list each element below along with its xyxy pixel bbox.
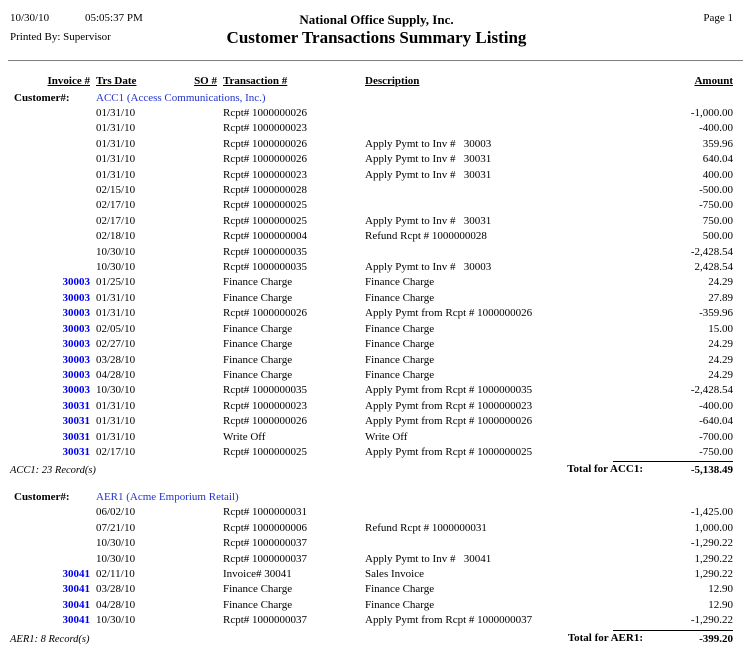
transaction-cell: Rcpt# 1000000023 bbox=[223, 168, 308, 181]
customer-label: Customer#: bbox=[14, 92, 70, 104]
transaction-cell: Rcpt# 1000000026 bbox=[223, 137, 308, 150]
column-header-row bbox=[0, 74, 753, 90]
date-cell: 02/15/10 bbox=[96, 184, 136, 197]
date-cell: 01/31/10 bbox=[96, 430, 136, 443]
table-row bbox=[0, 291, 753, 306]
date-cell: 10/30/10 bbox=[96, 552, 136, 565]
description-cell bbox=[365, 198, 613, 213]
amount-cell: 12.90 bbox=[708, 598, 733, 611]
date-cell: 01/31/10 bbox=[96, 122, 136, 135]
date-cell: 10/30/10 bbox=[96, 614, 136, 627]
invoice-cell[interactable]: 30031 bbox=[62, 415, 90, 428]
description-cell: Apply Pymt to Inv # 30003 bbox=[365, 261, 492, 274]
customer-row bbox=[0, 489, 753, 505]
date-cell: 10/30/10 bbox=[96, 245, 136, 258]
table-row bbox=[0, 245, 753, 260]
table-row bbox=[0, 505, 753, 520]
table-row bbox=[0, 383, 753, 398]
date-cell: 02/18/10 bbox=[96, 230, 136, 243]
table-row bbox=[0, 353, 753, 368]
amount-cell: -2,428.54 bbox=[690, 245, 733, 258]
table-row bbox=[0, 260, 753, 275]
date-cell: 10/30/10 bbox=[96, 384, 136, 397]
so-cell bbox=[148, 337, 223, 352]
report-body bbox=[0, 90, 753, 647]
date-cell: 02/17/10 bbox=[96, 199, 136, 212]
table-row bbox=[0, 214, 753, 229]
amount-cell: 12.90 bbox=[708, 583, 733, 596]
invoice-cell bbox=[0, 198, 96, 213]
so-cell bbox=[148, 168, 223, 183]
header-rule bbox=[8, 60, 743, 61]
amount-cell: 2,428.54 bbox=[694, 261, 733, 274]
date-cell: 10/30/10 bbox=[96, 537, 136, 550]
date-cell: 03/28/10 bbox=[96, 353, 136, 366]
invoice-cell[interactable]: 30003 bbox=[62, 353, 90, 366]
table-row bbox=[0, 198, 753, 213]
table-row bbox=[0, 152, 753, 167]
total-amount: -5,138.49 bbox=[613, 461, 733, 478]
table-row bbox=[0, 582, 753, 597]
transaction-cell: Rcpt# 1000000004 bbox=[223, 230, 308, 243]
amount-cell: 1,000.00 bbox=[694, 521, 733, 534]
description-cell: Apply Pymt to Inv # 30031 bbox=[365, 214, 492, 227]
description-cell: Finance Charge bbox=[365, 291, 435, 304]
transaction-cell: Rcpt# 1000000035 bbox=[223, 245, 308, 258]
amount-cell: 400.00 bbox=[702, 168, 733, 181]
header-line-1 bbox=[0, 0, 753, 28]
date-cell: 01/25/10 bbox=[96, 276, 136, 289]
amount-cell: 1,290.22 bbox=[694, 552, 733, 565]
record-count: ACC1: 23 Record(s) bbox=[10, 465, 96, 477]
date-cell: 02/11/10 bbox=[96, 567, 135, 580]
invoice-cell bbox=[0, 121, 96, 136]
amount-cell: -700.00 bbox=[699, 430, 733, 443]
customer-name-link[interactable]: ACC1 (Access Communications, Inc.) bbox=[96, 92, 266, 104]
table-row bbox=[0, 322, 753, 337]
transaction-cell: Rcpt# 1000000006 bbox=[223, 521, 308, 534]
description-cell: Apply Pymt to Inv # 30003 bbox=[365, 137, 492, 150]
amount-cell: -750.00 bbox=[699, 199, 733, 212]
description-cell bbox=[365, 536, 613, 551]
date-cell: 01/31/10 bbox=[96, 399, 136, 412]
column-header-description: Description bbox=[365, 75, 420, 87]
invoice-cell[interactable]: 30041 bbox=[62, 614, 90, 627]
transaction-cell: Rcpt# 1000000025 bbox=[223, 199, 308, 212]
description-cell bbox=[365, 505, 613, 520]
table-row bbox=[0, 121, 753, 136]
description-cell: Finance Charge bbox=[365, 322, 435, 335]
description-cell: Finance Charge bbox=[365, 338, 435, 351]
transaction-cell: Finance Charge bbox=[223, 322, 293, 335]
amount-cell: -400.00 bbox=[699, 399, 733, 412]
so-cell bbox=[148, 430, 223, 445]
customer-row bbox=[0, 90, 753, 106]
table-row bbox=[0, 567, 753, 582]
table-row bbox=[0, 430, 753, 445]
amount-cell: 24.29 bbox=[708, 353, 733, 366]
description-cell: Apply Pymt from Rcpt # 1000000037 bbox=[365, 614, 533, 627]
amount-cell: -359.96 bbox=[699, 307, 733, 320]
so-cell bbox=[148, 183, 223, 198]
amount-cell: -640.04 bbox=[699, 415, 733, 428]
transaction-cell: Rcpt# 1000000035 bbox=[223, 261, 308, 274]
amount-cell: -2,428.54 bbox=[690, 384, 733, 397]
amount-cell: 359.96 bbox=[702, 137, 733, 150]
so-cell bbox=[148, 152, 223, 167]
so-cell bbox=[148, 505, 223, 520]
company-name: National Office Supply, Inc. bbox=[299, 12, 454, 27]
date-cell: 04/28/10 bbox=[96, 598, 136, 611]
invoice-cell bbox=[0, 168, 96, 183]
amount-cell: -500.00 bbox=[699, 184, 733, 197]
invoice-cell[interactable]: 30003 bbox=[62, 384, 90, 397]
table-row bbox=[0, 275, 753, 290]
description-cell bbox=[365, 106, 613, 121]
description-cell: Apply Pymt from Rcpt # 1000000023 bbox=[365, 399, 533, 412]
so-cell bbox=[148, 414, 223, 429]
amount-cell: 24.29 bbox=[708, 338, 733, 351]
amount-cell: 500.00 bbox=[702, 230, 733, 243]
invoice-cell bbox=[0, 183, 96, 198]
transaction-cell: Finance Charge bbox=[223, 276, 293, 289]
transaction-cell: Finance Charge bbox=[223, 291, 293, 304]
table-row bbox=[0, 613, 753, 628]
transaction-cell: Finance Charge bbox=[223, 583, 293, 596]
so-cell bbox=[148, 598, 223, 613]
table-row bbox=[0, 536, 753, 551]
transaction-cell: Invoice# 30041 bbox=[223, 567, 292, 580]
transaction-cell: Rcpt# 1000000026 bbox=[223, 415, 308, 428]
invoice-cell bbox=[0, 245, 96, 260]
invoice-cell bbox=[0, 260, 96, 275]
date-cell: 02/17/10 bbox=[96, 445, 136, 458]
transaction-cell: Rcpt# 1000000035 bbox=[223, 384, 308, 397]
description-cell bbox=[365, 245, 613, 260]
section-rows bbox=[0, 106, 753, 460]
amount-cell: 15.00 bbox=[708, 322, 733, 335]
transaction-cell: Rcpt# 1000000026 bbox=[223, 107, 308, 119]
description-cell: Apply Pymt from Rcpt # 1000000025 bbox=[365, 445, 533, 458]
transaction-cell: Finance Charge bbox=[223, 598, 293, 611]
amount-cell: -400.00 bbox=[699, 122, 733, 135]
customer-name-link[interactable]: AER1 (Acme Emporium Retail) bbox=[96, 491, 239, 504]
invoice-cell bbox=[0, 152, 96, 167]
transaction-cell: Rcpt# 1000000026 bbox=[223, 307, 308, 320]
so-cell bbox=[148, 229, 223, 244]
description-cell: Apply Pymt to Inv # 30031 bbox=[365, 153, 492, 166]
amount-cell: 640.04 bbox=[702, 153, 733, 166]
description-cell: Refund Rcpt # 1000000031 bbox=[365, 521, 487, 534]
invoice-cell bbox=[0, 214, 96, 229]
description-cell: Finance Charge bbox=[365, 583, 435, 596]
so-cell bbox=[148, 322, 223, 337]
print-time: 05:05:37 PM bbox=[85, 12, 143, 24]
description-cell: Apply Pymt from Rcpt # 1000000026 bbox=[365, 307, 533, 320]
description-cell: Apply Pymt from Rcpt # 1000000035 bbox=[365, 384, 533, 397]
transaction-cell: Finance Charge bbox=[223, 353, 293, 366]
table-row bbox=[0, 168, 753, 183]
invoice-cell bbox=[0, 552, 96, 567]
transaction-cell: Write Off bbox=[223, 430, 266, 443]
date-cell: 02/17/10 bbox=[96, 214, 136, 227]
invoice-cell bbox=[0, 106, 96, 121]
column-header-invoice: Invoice # bbox=[47, 75, 90, 87]
invoice-cell[interactable]: 30041 bbox=[62, 583, 90, 596]
invoice-cell[interactable]: 30041 bbox=[62, 598, 90, 611]
date-cell: 06/02/10 bbox=[96, 506, 136, 519]
so-cell bbox=[148, 368, 223, 383]
invoice-cell bbox=[0, 521, 96, 536]
description-cell: Finance Charge bbox=[365, 276, 435, 289]
table-row bbox=[0, 137, 753, 152]
amount-cell: -1,425.00 bbox=[690, 506, 733, 519]
so-cell bbox=[148, 198, 223, 213]
header-line-2 bbox=[0, 28, 753, 52]
date-cell: 04/28/10 bbox=[96, 368, 136, 381]
table-row bbox=[0, 229, 753, 244]
so-cell bbox=[148, 567, 223, 582]
customer-section bbox=[0, 489, 753, 646]
transaction-cell: Rcpt# 1000000023 bbox=[223, 122, 308, 135]
date-cell: 01/31/10 bbox=[96, 107, 136, 119]
customer-label: Customer#: bbox=[14, 491, 70, 504]
amount-cell: -1,290.22 bbox=[690, 614, 733, 627]
so-cell bbox=[148, 137, 223, 152]
record-count: AER1: 8 Record(s) bbox=[10, 633, 90, 645]
date-cell: 01/31/10 bbox=[96, 415, 136, 428]
invoice-cell[interactable]: 30003 bbox=[62, 276, 90, 289]
amount-cell: -1,290.22 bbox=[690, 537, 733, 550]
date-cell: 01/31/10 bbox=[96, 153, 136, 166]
transaction-cell: Finance Charge bbox=[223, 368, 293, 381]
column-header-trs-date: Trs Date bbox=[96, 75, 137, 87]
table-row bbox=[0, 552, 753, 567]
amount-cell: 1,290.22 bbox=[694, 567, 733, 580]
invoice-cell bbox=[0, 229, 96, 244]
column-header-transaction: Transaction # bbox=[223, 75, 288, 87]
transaction-cell: Rcpt# 1000000037 bbox=[223, 537, 308, 550]
table-row bbox=[0, 445, 753, 460]
table-row bbox=[0, 368, 753, 383]
so-cell bbox=[148, 536, 223, 551]
so-cell bbox=[148, 306, 223, 321]
transaction-cell: Rcpt# 1000000026 bbox=[223, 153, 308, 166]
so-cell bbox=[148, 214, 223, 229]
amount-cell: 24.29 bbox=[708, 368, 733, 381]
invoice-cell[interactable]: 30041 bbox=[62, 567, 90, 580]
transaction-cell: Rcpt# 1000000023 bbox=[223, 399, 308, 412]
transaction-cell: Rcpt# 1000000037 bbox=[223, 614, 308, 627]
date-cell: 01/31/10 bbox=[96, 291, 136, 304]
description-cell: Finance Charge bbox=[365, 368, 435, 381]
invoice-cell bbox=[0, 536, 96, 551]
column-header-amount: Amount bbox=[694, 75, 733, 87]
invoice-cell[interactable]: 30031 bbox=[62, 399, 90, 412]
description-cell: Finance Charge bbox=[365, 353, 435, 366]
amount-cell: 27.89 bbox=[708, 291, 733, 304]
so-cell bbox=[148, 106, 223, 121]
amount-cell: 750.00 bbox=[702, 214, 733, 227]
column-header-so: SO # bbox=[194, 75, 217, 87]
so-cell bbox=[148, 613, 223, 628]
description-cell: Write Off bbox=[365, 430, 408, 443]
total-label: Total for AER1: bbox=[567, 631, 643, 644]
date-cell: 01/31/10 bbox=[96, 137, 136, 150]
so-cell bbox=[148, 521, 223, 536]
table-row bbox=[0, 183, 753, 198]
section-footer bbox=[0, 630, 753, 647]
printed-by: Printed By: Supervisor bbox=[10, 31, 111, 43]
transaction-cell: Finance Charge bbox=[223, 338, 293, 351]
amount-cell: 24.29 bbox=[708, 276, 733, 289]
description-cell: Sales Invoice bbox=[365, 567, 424, 580]
so-cell bbox=[148, 399, 223, 414]
so-cell bbox=[148, 445, 223, 460]
transaction-cell: Rcpt# 1000000037 bbox=[223, 552, 308, 565]
invoice-cell[interactable]: 30003 bbox=[62, 291, 90, 304]
table-row bbox=[0, 399, 753, 414]
description-cell: Apply Pymt from Rcpt # 1000000026 bbox=[365, 415, 533, 428]
print-date: 10/30/10 bbox=[10, 12, 50, 24]
date-cell: 10/30/10 bbox=[96, 261, 136, 274]
so-cell bbox=[148, 245, 223, 260]
table-row bbox=[0, 598, 753, 613]
date-cell: 01/31/10 bbox=[96, 307, 136, 320]
description-cell bbox=[365, 121, 613, 136]
date-cell: 01/31/10 bbox=[96, 168, 136, 181]
date-cell: 07/21/10 bbox=[96, 521, 136, 534]
table-row bbox=[0, 337, 753, 352]
amount-cell: -750.00 bbox=[699, 445, 733, 458]
date-cell: 03/28/10 bbox=[96, 583, 136, 596]
report-title: Customer Transactions Summary Listing bbox=[226, 28, 527, 47]
so-cell bbox=[148, 275, 223, 290]
transaction-cell: Rcpt# 1000000025 bbox=[223, 214, 308, 227]
table-row bbox=[0, 306, 753, 321]
so-cell bbox=[148, 121, 223, 136]
invoice-cell[interactable]: 30003 bbox=[62, 307, 90, 320]
invoice-cell[interactable]: 30031 bbox=[62, 445, 90, 458]
invoice-cell[interactable]: 30031 bbox=[62, 430, 90, 443]
page-number: Page 1 bbox=[703, 12, 733, 24]
table-row bbox=[0, 414, 753, 429]
amount-cell: -1,000.00 bbox=[690, 107, 733, 119]
total-amount: -399.20 bbox=[613, 630, 733, 647]
description-cell: Apply Pymt to Inv # 30041 bbox=[365, 552, 492, 565]
section-rows bbox=[0, 505, 753, 628]
description-cell bbox=[365, 183, 613, 198]
date-cell: 02/05/10 bbox=[96, 322, 136, 335]
section-footer bbox=[0, 461, 753, 478]
so-cell bbox=[148, 291, 223, 306]
total-label: Total for ACC1: bbox=[567, 463, 643, 476]
invoice-cell bbox=[0, 137, 96, 152]
date-cell: 02/27/10 bbox=[96, 338, 136, 351]
transaction-cell: Rcpt# 1000000031 bbox=[223, 506, 308, 519]
invoice-cell[interactable]: 30003 bbox=[62, 322, 90, 335]
so-cell bbox=[148, 582, 223, 597]
transaction-cell: Rcpt# 1000000025 bbox=[223, 445, 308, 458]
report-header bbox=[0, 0, 753, 61]
invoice-cell[interactable]: 30003 bbox=[62, 338, 90, 351]
so-cell bbox=[148, 552, 223, 567]
so-cell bbox=[148, 383, 223, 398]
description-cell: Apply Pymt to Inv # 30031 bbox=[365, 168, 492, 181]
so-cell bbox=[148, 353, 223, 368]
description-cell: Refund Rcpt # 1000000028 bbox=[365, 230, 487, 243]
customer-section bbox=[0, 90, 753, 478]
description-cell: Finance Charge bbox=[365, 598, 435, 611]
invoice-cell[interactable]: 30003 bbox=[62, 368, 90, 381]
table-row bbox=[0, 521, 753, 536]
table-row bbox=[0, 106, 753, 121]
transaction-cell: Rcpt# 1000000028 bbox=[223, 184, 308, 197]
invoice-cell bbox=[0, 505, 96, 520]
so-cell bbox=[148, 260, 223, 275]
